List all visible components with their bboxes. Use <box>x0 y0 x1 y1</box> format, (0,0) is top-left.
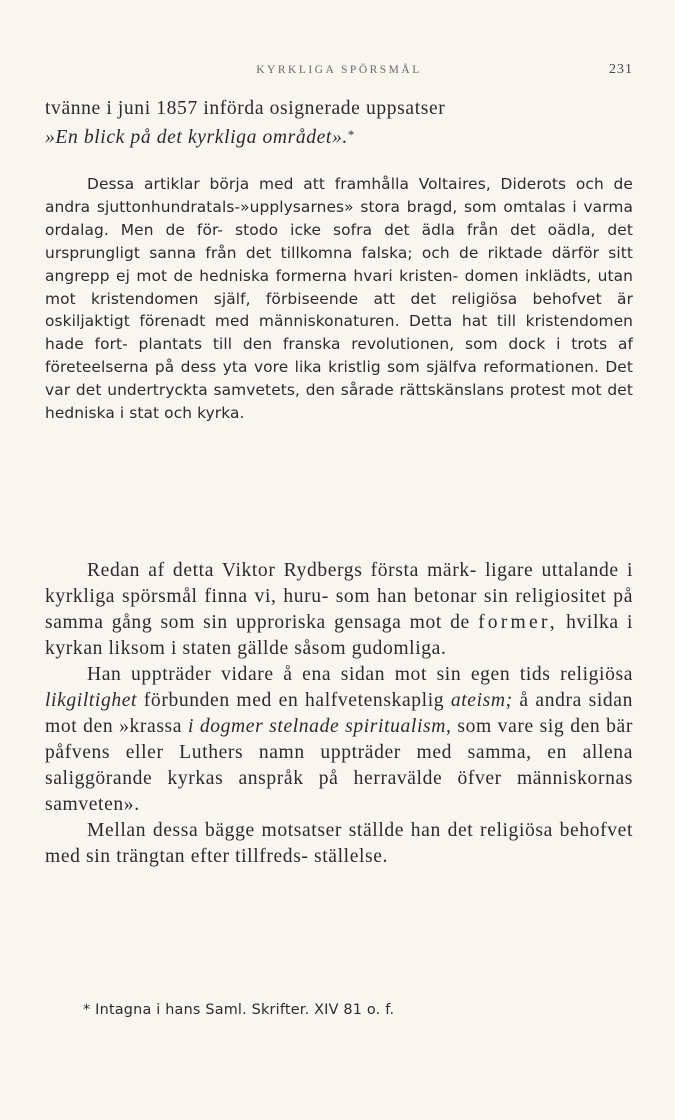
quoted-paragraph: Dessa artiklar börja med att framhålla Voltaires, Diderots och de andra sjuttonhundratals-»upplysarnes» stora bragd, som omtalas i varma ordalag. Men de för- stodo icke sofra det ädla från det oädla, det ursprungligt sanna från det tillkomna falska; och de riktade därför sitt angrepp ej mot de hedniska formerna hvari kristen- domen inklädts, utan mot kristendomen själf, förbiseende att det religiösa behofvet är oskiljaktigt förenadt med människonaturen. Detta hat till kristendomen hade fort- plantats till den franska revolutionen, som dock i trots af företeelserna på dess yta vore lika kristlig som själfva reformationen. Det var det undertryckta samvetets, den sårade rättskänslans protest mot det hedniska i stat och kyrka. <box>45 175 633 423</box>
main-text <box>45 558 633 870</box>
p3-text-3: å andra sidan mot den »krassa <box>45 690 633 737</box>
p3-italic-2: ateism; <box>450 690 513 711</box>
paragraph-3 <box>45 662 633 818</box>
p3-italic-3: i dogmer stelnade spiritualism, <box>187 716 452 737</box>
footnote-text: Intagna i hans Saml. Skrifter. XIV 81 o. f. <box>90 1002 395 1018</box>
p2-text-1: Redan af detta Viktor Rydbergs första märk- ligare uttalande i kyrkliga spörsmål finna vi, huru- som han betonar sin religiositet på samma gång som sin upproriska gensaga mot de <box>45 560 633 633</box>
p3-text-4: som vare sig den bär påfvens eller Luthers namn uppträder med samma, en allena saliggörande kyrkas anspråk på herravälde öfver människornas samveten». <box>45 716 633 815</box>
p2-text-2: hvilka i kyrkan liksom i staten gällde såsom gudomliga. <box>45 612 633 659</box>
page-number: 231 <box>609 62 633 77</box>
page-header <box>45 62 633 86</box>
p3-italic-1: likgiltighet <box>45 690 138 711</box>
opening-lines <box>45 96 633 151</box>
article-title: »En blick på det kyrkliga området». <box>45 127 348 148</box>
opening-text: tvänne i juni 1857 införda osignerade uppsatser <box>45 98 446 119</box>
p3-text-2: förbunden med en halfvetenskaplig <box>137 690 451 711</box>
footnote-marker: * <box>347 127 355 142</box>
p2-spaced-word: former, <box>478 612 558 633</box>
paragraph-2 <box>45 558 633 662</box>
p3-text-1: Han uppträder vidare å ena sidan mot sin egen tids religiösa <box>87 664 633 685</box>
footnote-asterisk: * <box>83 1002 91 1018</box>
running-head: KYRKLIGA SPÖRSMÅL <box>256 64 422 76</box>
opening-line <box>45 96 633 151</box>
quoted-summary <box>45 173 633 425</box>
footnote <box>45 1000 671 1020</box>
paragraph-4: Mellan dessa bägge motsatser ställde han det religiösa behofvet med sin trängtan efter tillfreds- ställelse. <box>45 820 633 867</box>
